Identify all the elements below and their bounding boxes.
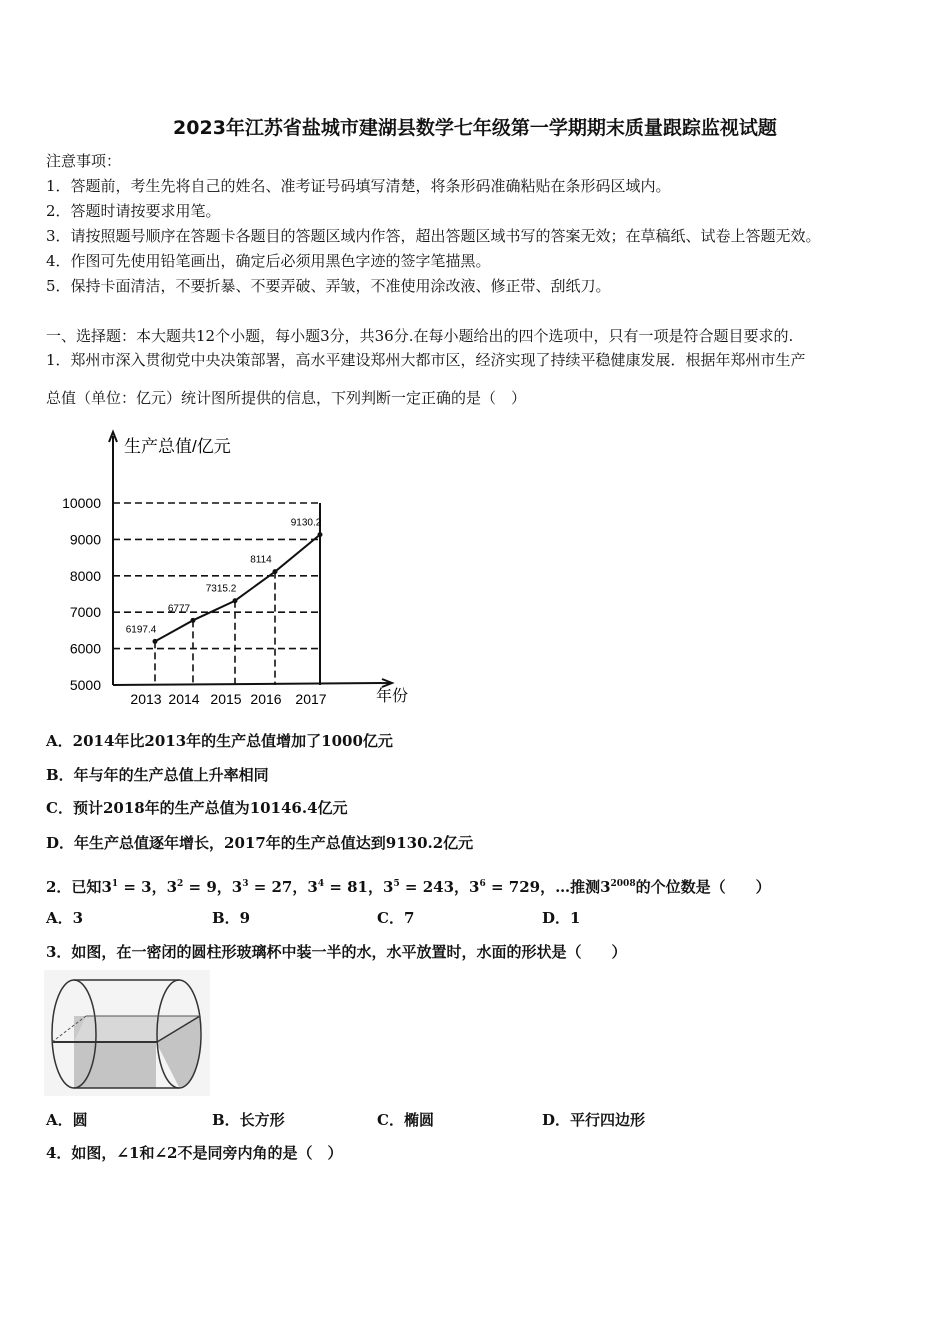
y-tick-label: 6000 bbox=[69, 640, 101, 657]
notice-item: 5．保持卡面清洁，不要折暴、不要弄破、弄皱，不准使用涂改液、修正带、刮纸刀。 bbox=[46, 277, 611, 295]
power-exponent: 2008 bbox=[610, 879, 636, 889]
power-exponent: 3 bbox=[242, 879, 249, 889]
q2-option-a: A．3 bbox=[46, 909, 84, 927]
y-axis-title: 生产总值/亿元 bbox=[124, 437, 231, 456]
q1-text: 1．郑州市深入贯彻党中央决策部署，高水平建设郑州大都市区，经济实现了持续平稳健康发展．根据年郑州市生产 bbox=[46, 351, 806, 369]
data-label: 8114 bbox=[250, 554, 272, 566]
power-base: 3 bbox=[383, 878, 394, 896]
cylinder-figure bbox=[44, 970, 210, 1096]
q1-option-a: A．2014年比2013年的生产总值增加了1000亿元 bbox=[46, 732, 393, 750]
x-tick-label: 2014 bbox=[168, 691, 200, 707]
power-base: 3 bbox=[307, 878, 318, 896]
data-label: 9130.2 bbox=[290, 517, 322, 529]
y-tick-label: 5000 bbox=[69, 677, 101, 693]
data-label: 7315.2 bbox=[205, 583, 237, 595]
power-base: 3 bbox=[166, 878, 178, 896]
q2-guess: ，…推测 bbox=[540, 878, 601, 896]
x-tick-label: 2016 bbox=[250, 691, 282, 707]
x-tick-label: 2015 bbox=[210, 691, 242, 707]
q3-option-d: D．平行四边形 bbox=[542, 1111, 646, 1129]
power-value: 729 bbox=[508, 878, 541, 896]
power-exponent: 1 bbox=[111, 879, 119, 889]
q3-option-b: B．长方形 bbox=[212, 1111, 285, 1129]
power-base: 3 bbox=[231, 878, 243, 896]
q3-option-c: C．椭圆 bbox=[377, 1111, 434, 1129]
notice-item: 4．作图可先使用铅笔画出，确定后必须用黑色字迹的签字笔描黑。 bbox=[46, 252, 491, 270]
q2-prefix: 2．已知 bbox=[46, 878, 102, 896]
q2-option-d: D．1 bbox=[542, 909, 581, 927]
power-value: 81 bbox=[347, 878, 368, 896]
power-value: 3 bbox=[141, 878, 152, 896]
data-label: 6197.4 bbox=[125, 624, 157, 636]
power-value: 27 bbox=[271, 878, 293, 896]
q1-text: 总值（单位：亿元）统计图所提供的信息，下列判断一定正确的是（ ） bbox=[46, 389, 527, 407]
q2-text: 2．已知$3^1 = 3$，$3^2 = 9$，$3^3 = 27$，$3^4 = 81$，$3^5 = 243$，$3^6 = 729$，…推测$3^{2008}$的个位数是（ ） bbox=[46, 878, 771, 896]
power-value: 9 bbox=[206, 878, 217, 896]
series-line bbox=[155, 535, 320, 642]
notice-item: 2．答题时请按要求用笔。 bbox=[46, 202, 221, 220]
notice-item: 1．答题前，考生先将自己的姓名、准考证号码填写清楚，将条形码准确粘贴在条形码区域内。 bbox=[46, 177, 671, 195]
power-base: 3 bbox=[101, 878, 112, 896]
q1-option-c: C．预计2018年的生产总值为10146.4亿元 bbox=[46, 799, 348, 817]
power-exponent: 2 bbox=[177, 879, 184, 889]
x-axis bbox=[113, 683, 390, 685]
y-tick-label: 8000 bbox=[69, 567, 101, 584]
q3-text: 3．如图，在一密闭的圆柱形玻璃杯中装一半的水，水平放置时，水面的形状是（ ） bbox=[46, 943, 627, 961]
section-heading: 一、选择题：本大题共12个小题，每小题3分，共36分.在每小题给出的四个选项中，只有一项是符合题目要求的. bbox=[46, 327, 794, 345]
x-tick-label: 2017 bbox=[295, 691, 327, 707]
power-exponent: 5 bbox=[393, 879, 400, 889]
q3-option-a: A．圆 bbox=[46, 1111, 88, 1129]
page-title: 2023年江苏省盐城市建湖县数学七年级第一学期期末质量跟踪监视试题 bbox=[173, 117, 777, 139]
y-tick-label: 9000 bbox=[69, 531, 101, 548]
q1-option-d: D．年生产总值逐年增长，2017年的生产总值达到9130.2亿元 bbox=[46, 834, 474, 852]
q2-option-c: C．7 bbox=[377, 909, 415, 927]
q2-suffix: 的个位数是（ ） bbox=[635, 878, 771, 896]
data-label: 6777 bbox=[167, 603, 191, 615]
q4-text: 4．如图，∠1和∠2不是同旁内角的是（ ） bbox=[46, 1144, 343, 1162]
x-tick-label: 2013 bbox=[130, 691, 162, 707]
power-exponent: 6 bbox=[479, 879, 486, 889]
y-tick-label: 7000 bbox=[69, 604, 101, 621]
power-value: 243 bbox=[422, 878, 455, 896]
notice-item: 3．请按照题号顺序在答题卡各题目的答题区域内作答，超出答题区域书写的答案无效；在草稿纸、试卷上答题无效。 bbox=[46, 227, 821, 245]
y-tick-label: 10000 bbox=[62, 495, 101, 511]
x-axis-title: 年份 bbox=[376, 688, 409, 705]
power-base: 3 bbox=[600, 878, 611, 896]
q1-option-b: B．年与年的生产总值上升率相同 bbox=[46, 766, 269, 784]
q2-option-b: B．9 bbox=[212, 909, 251, 927]
notice-heading: 注意事项： bbox=[46, 152, 122, 170]
power-base: 3 bbox=[469, 878, 480, 896]
power-exponent: 4 bbox=[317, 879, 325, 889]
